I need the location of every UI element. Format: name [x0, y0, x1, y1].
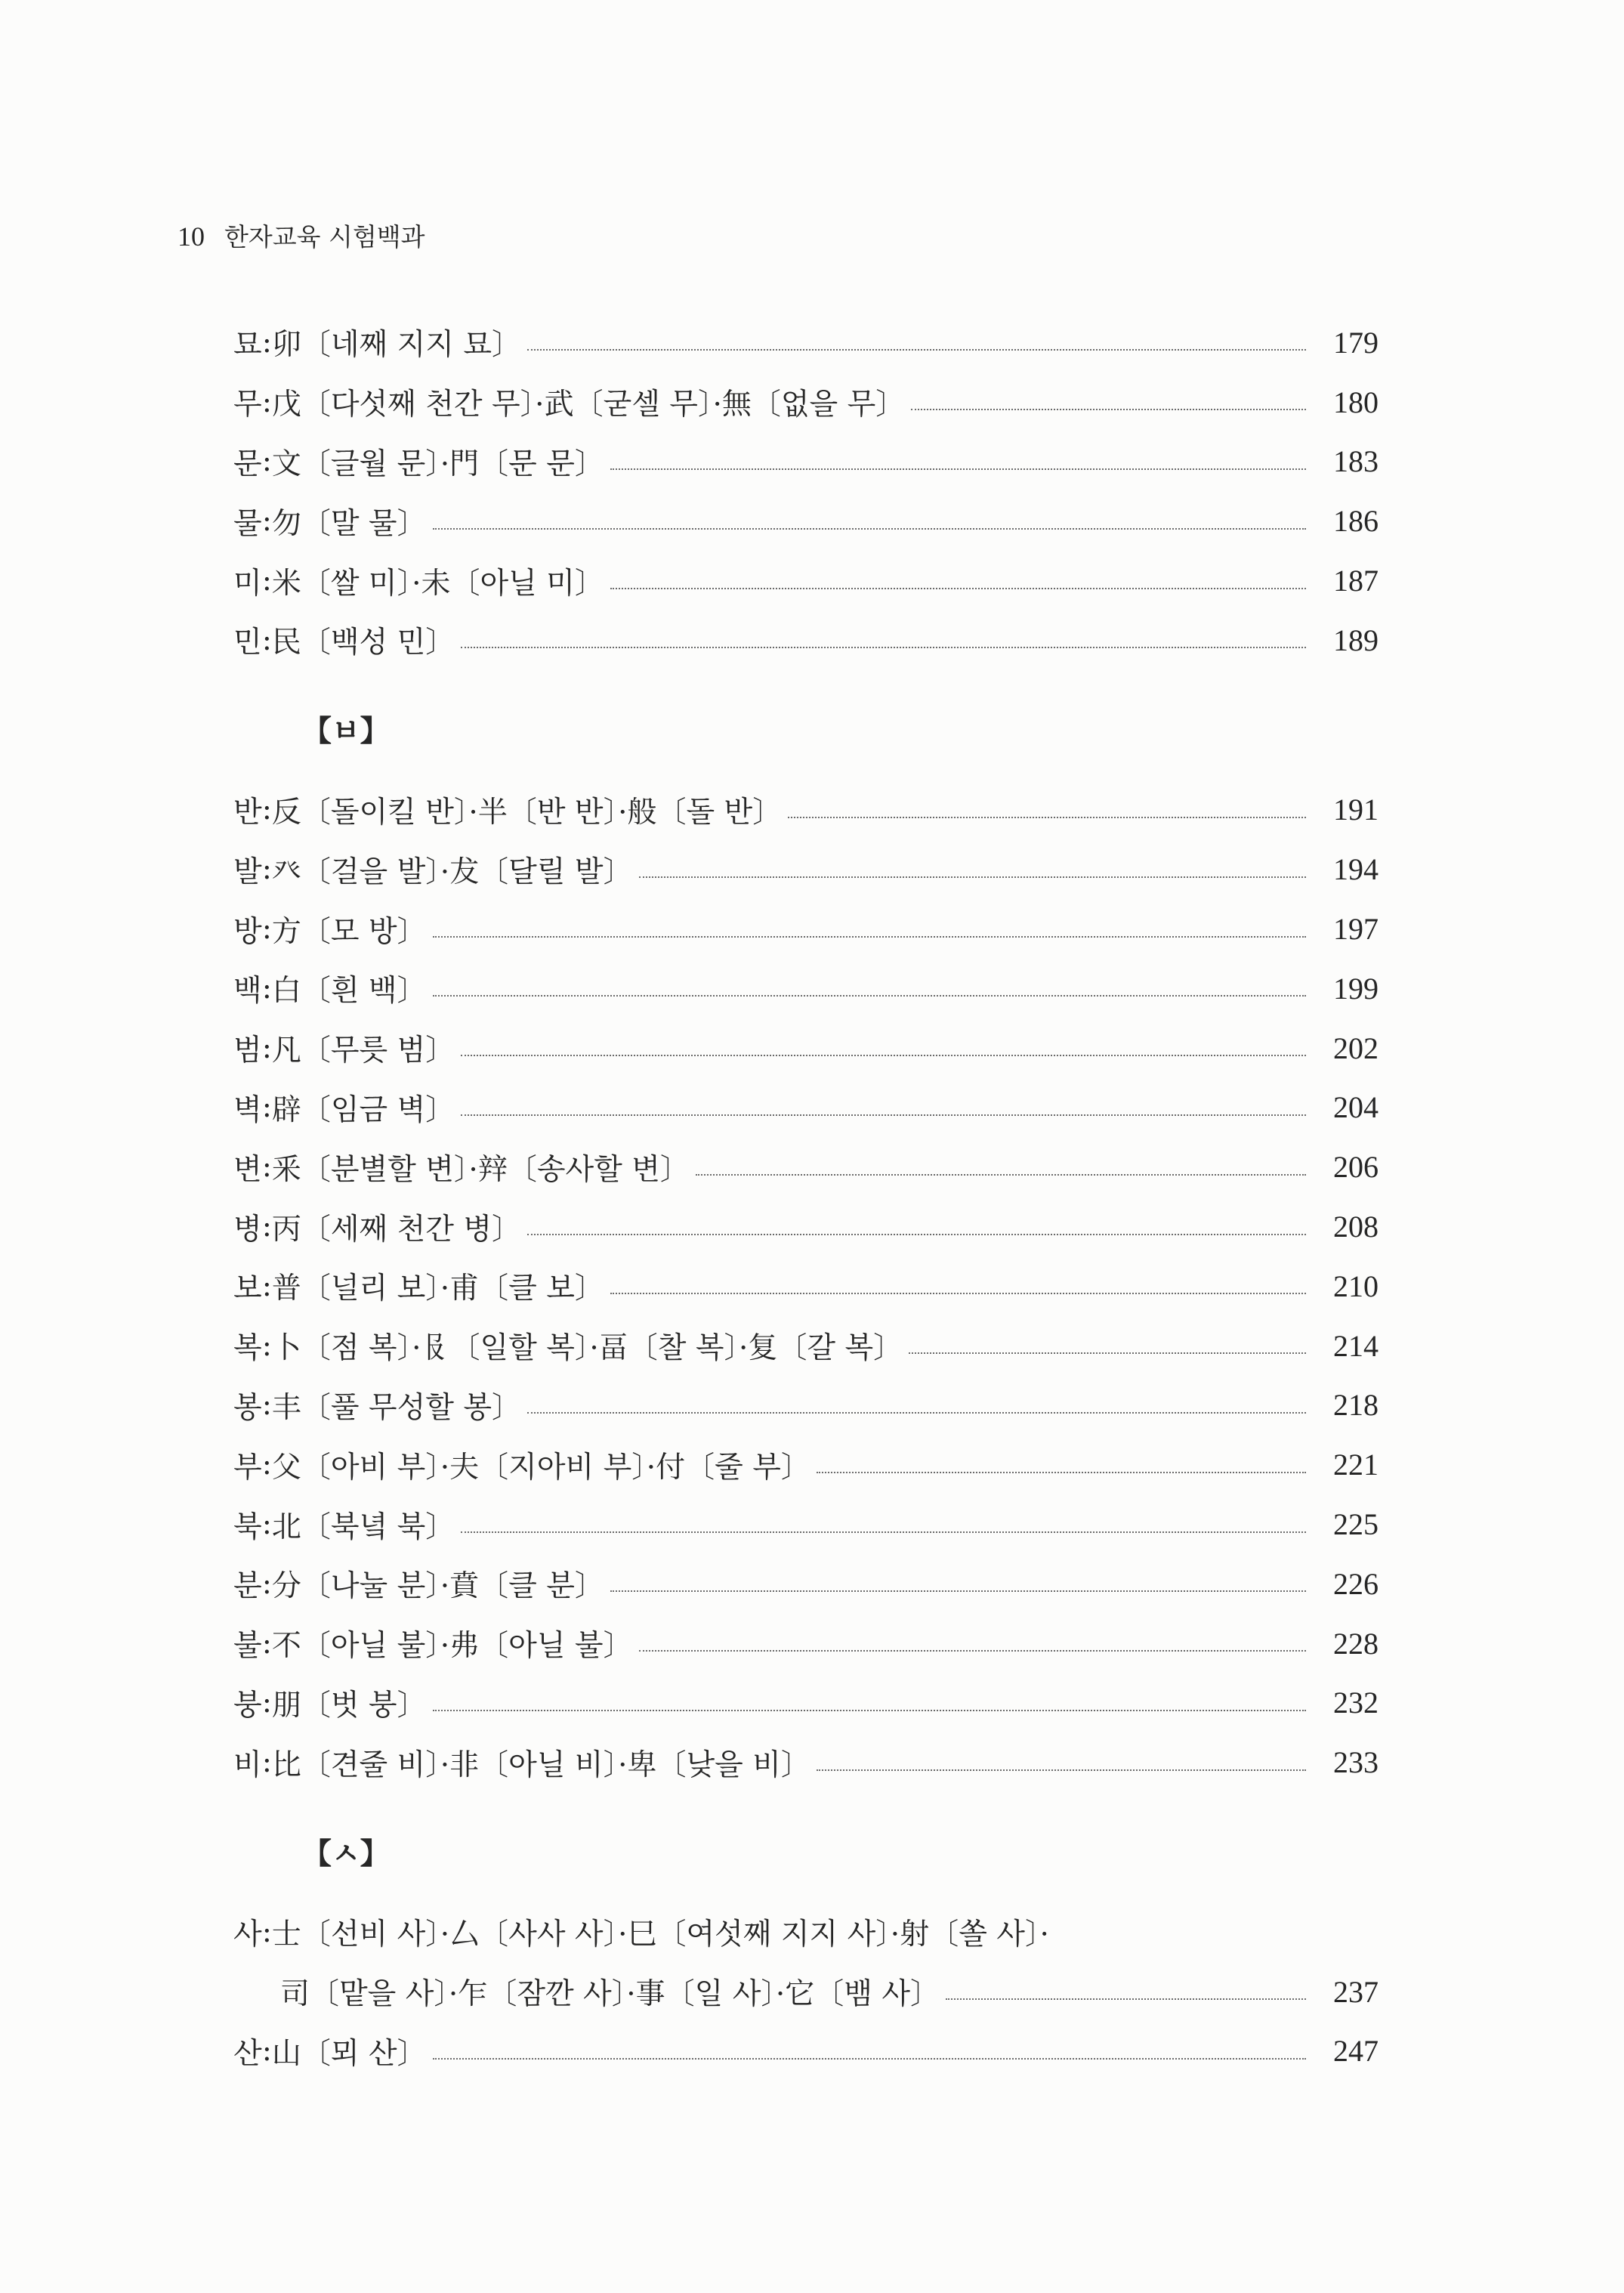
entry-text: 反〔돌이킬 반〕·半〔반 반〕·般〔돌 반〕	[271, 795, 783, 830]
reading-separator: :	[261, 1566, 272, 1601]
entry-text: 戊〔다섯째 천간 무〕·武〔굳셀 무〕·無〔없을 무〕	[271, 388, 906, 422]
toc-entry	[233, 2022, 1379, 2081]
dot-leader	[817, 1769, 1306, 1771]
dot-leader	[639, 876, 1306, 878]
section-heading: 【ㅅ】	[302, 1836, 390, 1871]
dot-leader	[527, 1234, 1306, 1235]
entry-reading: 불	[233, 1629, 262, 1664]
entry-text: 丙〔세째 천간 병〕	[271, 1212, 521, 1247]
toc-entry	[233, 432, 1379, 492]
running-header	[178, 218, 425, 253]
reading-separator: :	[261, 1686, 272, 1720]
entry-page-number: 218	[1333, 1388, 1379, 1423]
toc-entry	[233, 1673, 1379, 1733]
entry-reading: 북	[233, 1510, 262, 1544]
entry-reading: 범	[233, 1034, 262, 1068]
entry-text: 朋〔벗 붕〕	[271, 1688, 427, 1723]
reading-separator: :	[261, 912, 272, 947]
entry-page-number: 191	[1333, 793, 1379, 827]
entry-reading: 발	[233, 854, 262, 889]
toc-entry	[233, 1018, 1379, 1078]
dot-leader	[461, 647, 1306, 648]
entry-text: 不〔아닐 불〕·弗〔아닐 불〕	[271, 1629, 633, 1664]
dot-leader	[909, 1352, 1306, 1354]
dot-leader	[610, 1293, 1306, 1294]
entry-reading: 분	[233, 1569, 262, 1604]
dot-leader	[527, 349, 1306, 351]
dot-leader	[433, 995, 1306, 997]
reading-separator: :	[261, 1388, 272, 1423]
toc-entry	[233, 610, 1379, 670]
dot-leader	[610, 468, 1306, 470]
toc-entry	[233, 1614, 1379, 1673]
entry-page-number: 180	[1333, 385, 1379, 419]
entry-page-number: 204	[1333, 1090, 1379, 1125]
entry-page-number: 183	[1333, 444, 1379, 479]
toc-entry	[233, 780, 1379, 840]
reading-separator: :	[261, 504, 272, 539]
reading-separator: :	[261, 444, 272, 479]
entry-text: 山〔뫼 산〕	[271, 2036, 427, 2071]
entry-text-continued: 司〔맡을 사〕·乍〔잠깐 사〕·事〔일 사〕·它〔뱀 사〕	[280, 1977, 940, 2012]
entry-page-number: 206	[1333, 1150, 1379, 1185]
entry-page-number: 237	[1333, 1974, 1379, 2009]
entry-reading: 사	[233, 1918, 262, 1952]
toc-entry	[233, 899, 1379, 959]
toc-entry	[233, 1902, 1379, 1962]
entry-text: 米〔쌀 미〕·未〔아닐 미〕	[271, 566, 604, 601]
entry-text: 丰〔풀 무성할 봉〕	[271, 1390, 521, 1425]
reading-separator: :	[261, 971, 272, 1006]
dot-leader	[788, 817, 1306, 818]
entry-text: 分〔나눌 분〕·賁〔클 분〕	[271, 1569, 604, 1604]
dot-leader	[461, 1114, 1306, 1116]
entry-text: 辟〔임금 벽〕	[271, 1092, 455, 1127]
entry-page-number: 221	[1333, 1448, 1379, 1482]
reading-separator: :	[261, 2034, 272, 2069]
reading-separator: :	[261, 564, 272, 598]
toc-entry	[233, 839, 1379, 899]
page-number: 10	[178, 221, 205, 252]
entry-reading: 변	[233, 1152, 262, 1187]
toc-entry	[233, 1256, 1379, 1316]
entry-text: 方〔모 방〕	[271, 914, 427, 949]
entry-text: 卯〔네째 지지 묘〕	[271, 328, 521, 363]
entry-reading: 봉	[233, 1390, 262, 1425]
entry-page-number: 233	[1333, 1745, 1379, 1780]
running-title: 한자교육 시험백과	[224, 222, 425, 252]
dot-leader	[946, 1998, 1306, 2000]
toc-entry	[233, 1554, 1379, 1614]
toc-entry-continuation	[233, 1962, 1379, 2022]
entry-reading: 산	[233, 2036, 262, 2071]
entry-page-number: 186	[1333, 504, 1379, 539]
reading-separator: :	[261, 793, 272, 827]
dot-leader	[433, 2058, 1306, 2060]
entry-reading: 병	[233, 1212, 262, 1247]
toc-entry	[233, 1376, 1379, 1435]
toc-entry	[233, 551, 1379, 610]
entry-page-number: 247	[1333, 2034, 1379, 2069]
reading-separator: :	[261, 1328, 272, 1363]
entry-page-number: 208	[1333, 1210, 1379, 1244]
entry-reading: 문	[233, 447, 262, 481]
entry-reading: 벽	[233, 1092, 262, 1127]
reading-separator: :	[261, 325, 272, 360]
entry-reading: 보	[233, 1272, 262, 1306]
entry-reading: 비	[233, 1748, 262, 1782]
toc-entry	[233, 959, 1379, 1018]
reading-separator: :	[261, 1150, 272, 1185]
dot-leader	[527, 1412, 1306, 1414]
entry-text: 民〔백성 민〕	[271, 626, 455, 660]
reading-separator: :	[261, 1210, 272, 1244]
table-of-contents	[233, 313, 1379, 2081]
entry-page-number: 187	[1333, 564, 1379, 598]
reading-separator: :	[261, 1448, 272, 1482]
entry-text: 釆〔분별할 변〕·辡〔송사할 변〕	[271, 1152, 690, 1187]
entry-text: 比〔견줄 비〕·非〔아닐 비〕·卑〔낮을 비〕	[271, 1748, 810, 1782]
entry-reading: 방	[233, 914, 262, 949]
entry-page-number: 226	[1333, 1566, 1379, 1601]
entry-page-number: 225	[1333, 1507, 1379, 1542]
dot-leader	[433, 528, 1306, 530]
toc-entry	[233, 372, 1379, 432]
toc-entry	[233, 1732, 1379, 1792]
toc-entry	[233, 1316, 1379, 1376]
dot-leader	[461, 1531, 1306, 1533]
entry-text: 文〔글월 문〕·門〔문 문〕	[271, 447, 604, 481]
entry-reading: 묘	[233, 328, 262, 363]
entry-page-number: 232	[1333, 1686, 1379, 1720]
reading-separator: :	[261, 1745, 272, 1780]
entry-reading: 붕	[233, 1688, 262, 1723]
toc-entry	[233, 1078, 1379, 1138]
toc-entry	[233, 491, 1379, 551]
reading-separator: :	[261, 1269, 272, 1303]
dot-leader	[610, 588, 1306, 589]
toc-entry	[233, 1137, 1379, 1197]
dot-leader	[433, 936, 1306, 938]
entry-reading: 민	[233, 626, 262, 660]
entry-reading: 미	[233, 566, 262, 601]
dot-leader	[610, 1590, 1306, 1592]
reading-separator: :	[261, 623, 272, 657]
entry-text: 普〔널리 보〕·甫〔클 보〕	[271, 1272, 604, 1306]
entry-text: 士〔선비 사〕·厶〔사사 사〕·巳〔여섯째 지지 사〕·射〔쏠 사〕·	[271, 1918, 1049, 1952]
reading-separator: :	[261, 385, 272, 419]
entry-page-number: 199	[1333, 971, 1379, 1006]
entry-text: 凡〔무릇 범〕	[271, 1034, 455, 1068]
dot-leader	[817, 1472, 1306, 1473]
entry-text: 卜〔점 복〕·𠬝〔일할 복〕·畐〔찰 복〕·复〔갈 복〕	[271, 1331, 903, 1366]
dot-leader	[461, 1055, 1306, 1056]
entry-page-number: 228	[1333, 1626, 1379, 1661]
entry-page-number: 202	[1333, 1031, 1379, 1065]
dot-leader	[433, 1710, 1306, 1711]
reading-separator: :	[261, 1507, 272, 1542]
entry-reading: 백	[233, 974, 262, 1009]
entry-text: 父〔아비 부〕·夫〔지아비 부〕·付〔줄 부〕	[271, 1450, 810, 1485]
dot-leader	[696, 1174, 1306, 1176]
dot-leader	[639, 1650, 1306, 1652]
entry-reading: 무	[233, 388, 262, 422]
entry-reading: 부	[233, 1450, 262, 1485]
reading-separator: :	[261, 1031, 272, 1065]
entry-reading: 물	[233, 506, 262, 541]
entry-text: 勿〔말 물〕	[271, 506, 427, 541]
entry-page-number: 210	[1333, 1269, 1379, 1303]
reading-separator: :	[261, 1626, 272, 1661]
reading-separator: :	[261, 1914, 272, 1949]
entry-text: 白〔흰 백〕	[271, 974, 427, 1009]
entry-page-number: 214	[1333, 1328, 1379, 1363]
entry-reading: 반	[233, 795, 262, 830]
toc-entry	[233, 313, 1379, 372]
entry-text: 癶〔걸을 발〕·犮〔달릴 발〕	[271, 854, 633, 889]
entry-reading: 복	[233, 1331, 262, 1366]
toc-entry	[233, 1494, 1379, 1554]
entry-page-number: 194	[1333, 852, 1379, 887]
entry-page-number: 197	[1333, 912, 1379, 947]
toc-entry	[233, 1197, 1379, 1256]
entry-page-number: 189	[1333, 623, 1379, 657]
reading-separator: :	[261, 1090, 272, 1125]
entry-text: 北〔북녘 북〕	[271, 1510, 455, 1544]
entry-page-number: 179	[1333, 325, 1379, 360]
dot-leader	[911, 409, 1306, 410]
reading-separator: :	[261, 852, 272, 887]
section-heading: 【ㅂ】	[302, 714, 390, 749]
toc-entry	[233, 1435, 1379, 1494]
